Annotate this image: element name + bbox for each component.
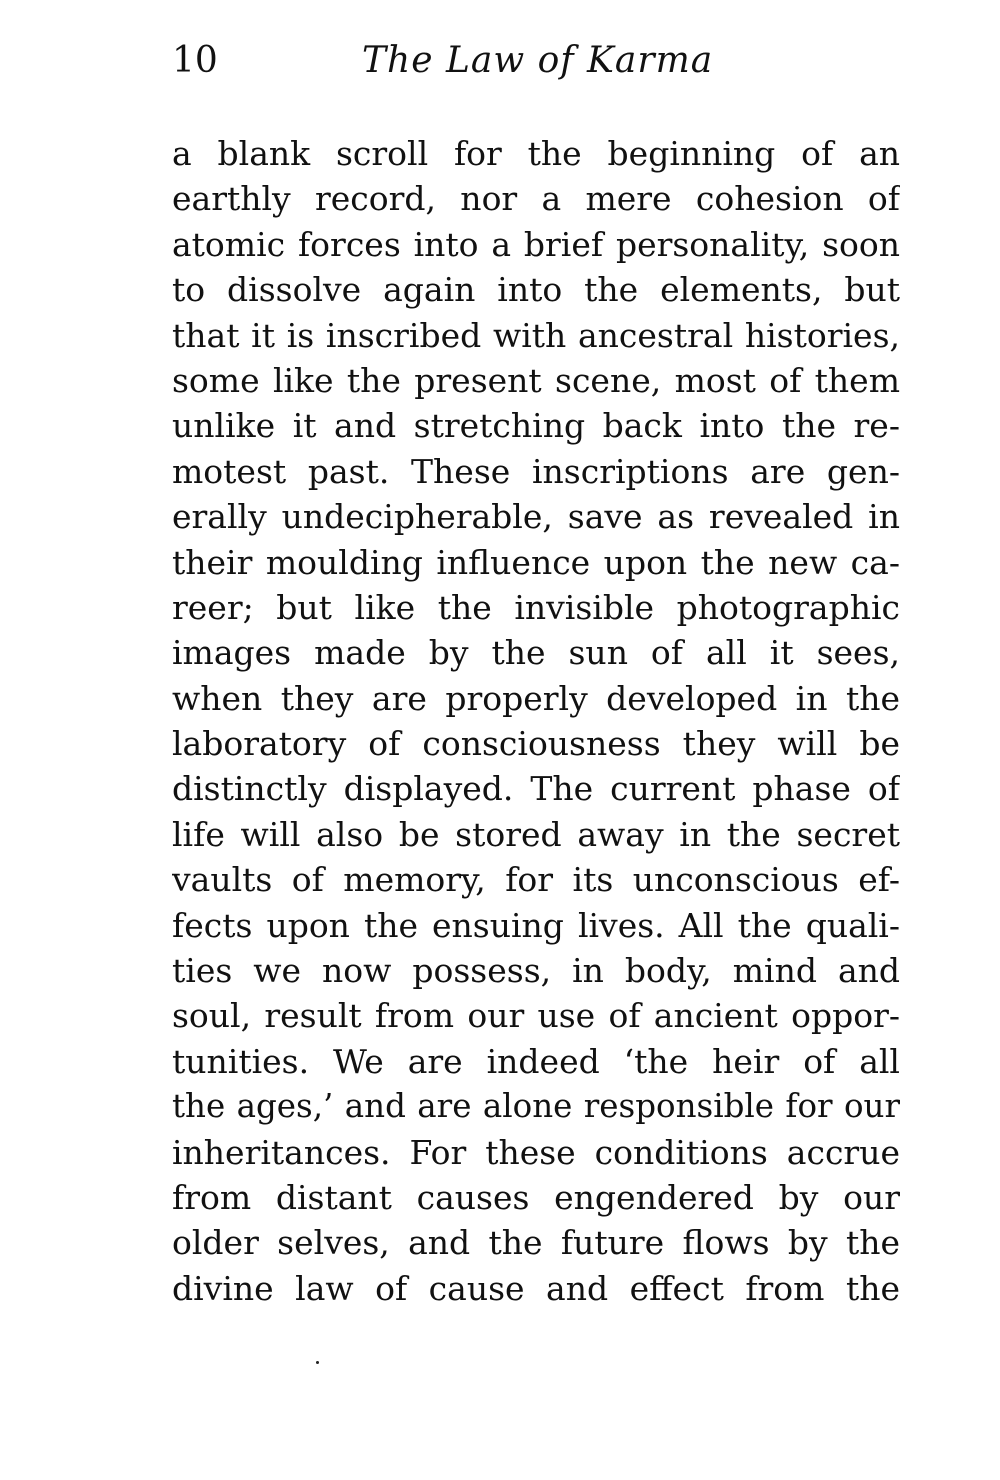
text-line: that it is inscribed with ancestral histories, [172,315,900,355]
running-title: The Law of Karma [362,40,714,81]
text-line: laboratory of consciousness they will be [172,724,900,764]
text-line: inheritances. For these conditions accrue [172,1132,900,1172]
text-line: earthly record, nor a mere cohesion of [172,179,900,219]
text-line: soul, result from our use of ancient oppor- [172,996,900,1036]
text-line: to dissolve again into the elements, but [172,270,900,310]
text-line: some like the present scene, most of them [172,360,900,400]
text-line: motest past. These inscriptions are gen- [172,451,900,491]
text-line: unlike it and stretching back into the re- [172,406,900,446]
text-line: fects upon the ensuing lives. All the quali- [172,905,900,945]
text-line: when they are properly developed in the [172,678,900,718]
text-line: older selves, and the future flows by the [172,1223,900,1263]
text-line: divine law of cause and effect from the [172,1268,900,1308]
text-line: distinctly displayed. The current phase of [172,769,900,809]
text-line: tunities. We are indeed ‘the heir of all [172,1041,900,1081]
text-line: life will also be stored away in the secret [172,814,900,854]
text-line: atomic forces into a brief personality, soon [172,224,900,264]
text-line: images made by the sun of all it sees, [172,633,900,673]
text-line: reer; but like the invisible photographic [172,587,900,627]
text-line: vaults of memory, for its unconscious ef- [172,860,900,900]
running-head [172,40,902,90]
text-line: their moulding influence upon the new ca- [172,542,900,582]
ink-speck [316,1361,319,1364]
text-line: the ages,’ and are alone responsible for our [172,1087,900,1126]
text-line: a blank scroll for the beginning of an [172,134,900,173]
text-line: erally undecipherable, save as revealed in [172,497,900,537]
body-text [172,131,900,1311]
text-line: from distant causes engendered by our [172,1177,900,1217]
text-line: ties we now possess, in body, mind and [172,951,900,991]
page-number: 10 [172,40,218,81]
